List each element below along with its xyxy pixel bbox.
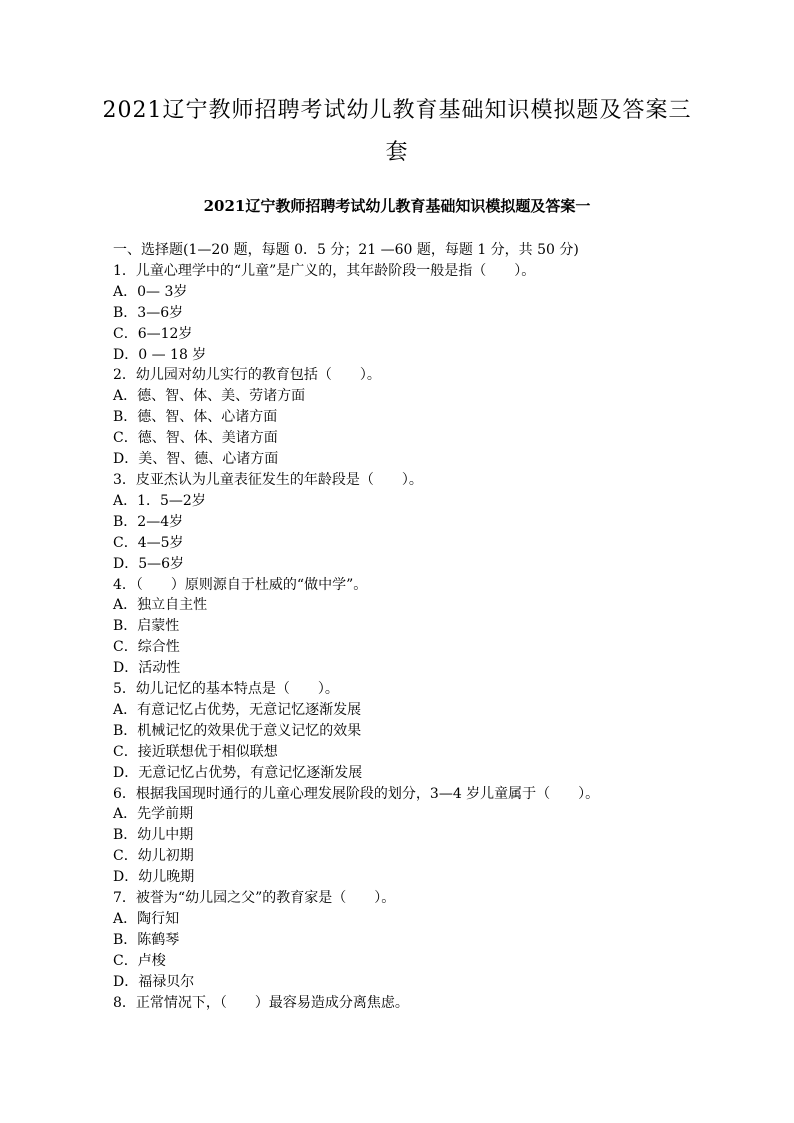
document-title-line1: 2021辽宁教师招聘考试幼儿教育基础知识模拟题及答案三 <box>102 98 692 123</box>
option-line: C．4—5岁 <box>113 534 184 551</box>
option-line: D．幼儿晚期 <box>113 869 195 886</box>
option-line: A．陶行知 <box>113 911 180 927</box>
option-line: B．幼儿中期 <box>113 827 194 844</box>
option-line: B．机械记忆的效果优于意义记忆的效果 <box>113 722 362 739</box>
option-line: A．1．5—2岁 <box>113 492 206 509</box>
document-subtitle: 2021辽宁教师招聘考试幼儿教育基础知识模拟题及答案一 <box>203 197 591 215</box>
option-line: C．德、智、体、美诸方面 <box>113 430 278 447</box>
questions-container <box>113 261 681 1014</box>
question-stem: 6．根据我国现时通行的儿童心理发展阶段的划分，3—4 岁儿童属于（ ）。 <box>113 785 600 802</box>
option-line: C．卢梭 <box>113 952 166 969</box>
document-body <box>113 240 681 1014</box>
option-line: A．独立自主性 <box>113 597 208 614</box>
question-stem: 1．儿童心理学中的“儿童”是广义的，其年龄阶段一般是指（ ）。 <box>113 262 536 279</box>
option-line: D．5—6岁 <box>113 555 185 572</box>
option-line: B．2—4岁 <box>113 513 184 530</box>
document-title <box>0 0 794 174</box>
option-line: C．综合性 <box>113 639 180 656</box>
document-title-line2: 套 <box>385 140 409 165</box>
option-line: B．3—6岁 <box>113 304 184 321</box>
option-line: D．无意记忆占优势，有意记忆逐渐发展 <box>113 764 363 781</box>
option-line: B．德、智、体、心诸方面 <box>113 409 278 426</box>
question-stem: 2．幼儿园对幼儿实行的教育包括（ ）。 <box>113 367 381 384</box>
option-line: D．0 — 18 岁 <box>113 346 207 363</box>
question-stem: 8．正常情况下，（ ）最容易造成分离焦虑。 <box>113 994 409 1011</box>
option-line: B．启蒙性 <box>113 618 180 635</box>
question-stem: 7．被誉为“幼儿园之父”的教育家是（ ）。 <box>113 890 396 907</box>
option-line: A．先学前期 <box>113 806 194 823</box>
option-line: A．德、智、体、美、劳诸方面 <box>113 388 306 405</box>
option-line: D．福禄贝尔 <box>113 973 195 990</box>
question-stem: 4．（ ）原则源自于杜威的“做中学”。 <box>113 576 368 593</box>
option-line: C．幼儿初期 <box>113 848 194 865</box>
option-line: D．活动性 <box>113 660 181 677</box>
section-header: 一、选择题(1—20 题，每题 0．5 分；21 —60 题，每题 1 分，共 50 分) <box>113 242 579 258</box>
question-stem: 5．幼儿记忆的基本特点是（ ）。 <box>113 681 339 698</box>
option-line: A．0— 3岁 <box>113 283 188 300</box>
option-line: C．6—12岁 <box>113 325 193 342</box>
option-line: A．有意记忆占优势，无意记忆逐渐发展 <box>113 701 362 718</box>
option-line: C．接近联想优于相似联想 <box>113 743 278 760</box>
option-line: D．美、智、德、心诸方面 <box>113 451 279 468</box>
question-stem: 3．皮亚杰认为儿童表征发生的年龄段是（ ）。 <box>113 471 423 488</box>
option-line: B．陈鹤琴 <box>113 931 180 948</box>
